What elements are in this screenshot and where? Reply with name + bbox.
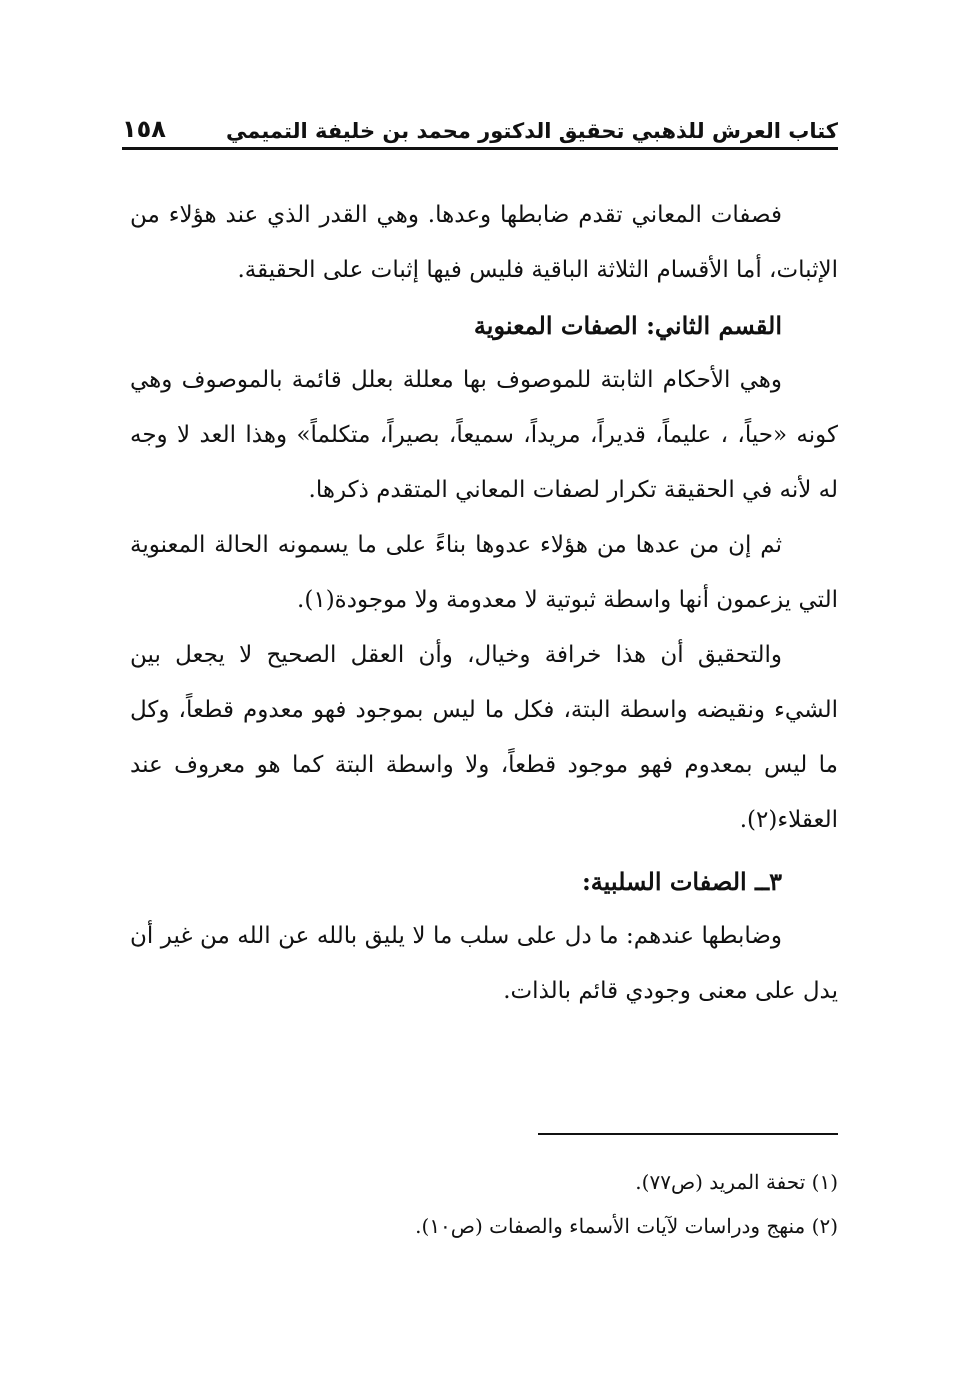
main-text [130, 188, 838, 1019]
page-number: ١٥٨ [122, 115, 166, 143]
running-title: كتاب العرش للذهبي تحقيق الدكتور محمد بن خليفة التميمي [226, 119, 838, 143]
footnote-separator [538, 1133, 838, 1135]
footnote-1: (١) تحفة المريد (ص٧٧). [635, 1170, 838, 1194]
paragraph-1: فصفات المعاني تقدم ضابطها وعدها. وهي القدر الذي عند هؤلاء من الإثبات، أما الأقسام الثلاثة الباقية فليس فيها إثبات على الحقيقة. [130, 202, 838, 283]
paragraph-2: وهي الأحكام الثابتة للموصوف بها معللة بعلل قائمة بالموصوف وهي كونه «حياً، ، عليماً، قديراً، مريداً، سميعاً، بصيراً، متكلماً» وهذا العد لا وجه له لأنه في الحقيقة تكرار لصفات المعاني المتقدم ذكرها. [130, 367, 838, 503]
heading-section-3: ٣ــ الصفات السلبية: [581, 867, 782, 896]
footnotes [130, 1160, 838, 1248]
page-header [122, 104, 838, 150]
paragraph-3: ثم إن من عدها من هؤلاء عدوها بناءً على ما يسمونه الحالة المعنوية التي يزعمون أنها واسطة ثبوتية لا معدومة ولا موجودة(١). [130, 532, 838, 613]
paragraph-4: والتحقيق أن هذا خرافة وخيال، وأن العقل الصحيح لا يجعل بين الشيء ونقيضه واسطة البتة، فكل ما ليس بموجود فهو معدوم قطعاً، وكل ما ليس بمعدوم فهو موجود قطعاً، ولا واسطة البتة كما هو معروف عند العقلاء(٢). [130, 642, 838, 833]
paragraph-5: وضابطها عندهم: ما دل على سلب ما لا يليق بالله عن الله من غير أن يدل على معنى وجودي قائم بالذات. [130, 923, 838, 1004]
footnote-2: (٢) منهج ودراسات لآيات الأسماء والصفات (ص١٠). [415, 1214, 838, 1238]
heading-section-2: القسم الثاني: الصفات المعنوية [473, 311, 782, 340]
